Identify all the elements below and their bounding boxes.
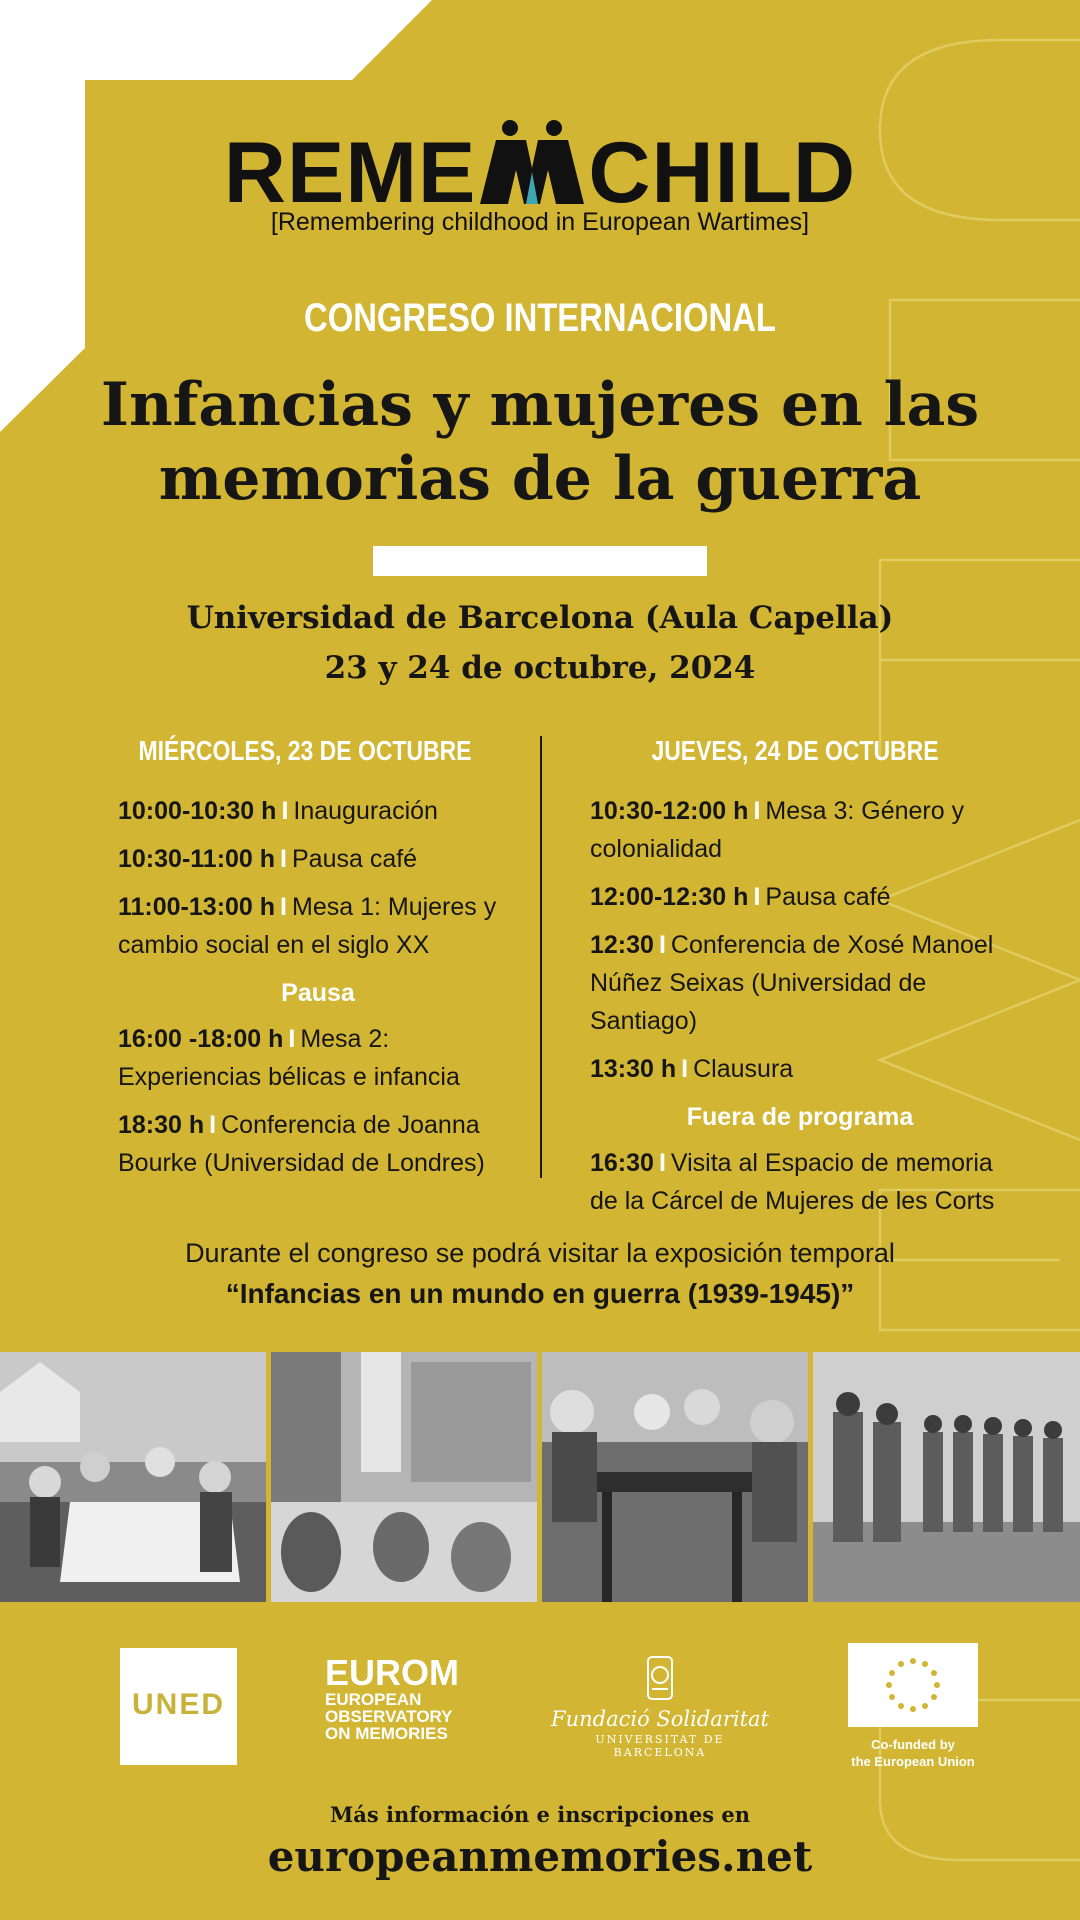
eurom-logo-wordmark: EUROM [325, 1652, 459, 1693]
schedule-desc: Mesa 3: Género y colonialidad [590, 797, 965, 863]
schedule-time: 18:30 h [118, 1111, 205, 1139]
eurom-logo-line3: ON MEMORIES [325, 1724, 448, 1743]
photo-strip [0, 1352, 1080, 1602]
photo-children-at-table [542, 1352, 808, 1602]
title-divider [373, 546, 707, 576]
eu-cofunded-label [830, 1736, 996, 1770]
congress-label: CONGRESO INTERNACIONAL [304, 296, 776, 340]
schedule-time: 10:00-10:30 h [118, 797, 277, 825]
schedule-desc: Mesa 2: Experiencias bélicas e infancia [118, 1025, 460, 1091]
day1-heading: MIÉRCOLES, 23 DE OCTUBRE [138, 735, 472, 766]
event-title [60, 368, 1020, 516]
logo-left-word: REME [223, 125, 477, 221]
schedule-desc: Conferencia de Xosé Manoel Núñez Seixas (Universidad de Santiago) [590, 931, 994, 1035]
schedule-item [590, 926, 1010, 1040]
break-label: Pausa [281, 979, 355, 1007]
eu-cofunded-line2: the European Union [851, 1754, 975, 1769]
photo-children-reading-newspaper [0, 1352, 266, 1602]
exhibition-intro: Durante el congreso se podrá visitar la exposición temporal [185, 1238, 895, 1268]
eurom-logo-line1: EUROPEAN [325, 1690, 422, 1709]
schedule-desc: Clausura [693, 1055, 794, 1083]
fundacio-subtitle: UNIVERSITAT DE BARCELONA [595, 1733, 725, 1759]
schedule-time: 16:30 [590, 1149, 654, 1177]
schedule-separator: I [209, 1111, 217, 1139]
schedule-time: 12:00-12:30 h [590, 883, 749, 911]
schedule-separator: I [280, 845, 287, 873]
schedule-separator: I [753, 797, 761, 825]
schedule-time: 16:00 -18:00 h [118, 1025, 284, 1053]
schedule-item [118, 792, 518, 830]
eurom-logo [325, 1652, 459, 1743]
schedule-separator: I [681, 1055, 689, 1083]
website-link[interactable]: europeanmemories.net [267, 1832, 813, 1881]
schedule-item [118, 888, 518, 964]
eurom-logo-line2: OBSERVATORY [325, 1707, 453, 1726]
event-venue: Universidad de Barcelona (Aula Capella) [186, 600, 894, 636]
off-program-label: Fuera de programa [686, 1103, 914, 1131]
schedule-desc: Visita al Espacio de memoria de la Cárcel de Mujeres de les Corts [590, 1149, 995, 1215]
schedule-time: 12:30 [590, 931, 654, 959]
schedule-time: 13:30 h [590, 1055, 677, 1083]
event-title-line1: Infancias y mujeres en las [100, 370, 980, 440]
fundacio-solidaritat-logo [550, 1655, 770, 1759]
day2-heading: JUEVES, 24 DE OCTUBRE [651, 735, 939, 766]
photo-uniformed-women-parade [813, 1352, 1080, 1602]
day1-schedule [118, 792, 518, 1192]
exhibition-title: “Infancias en un mundo en guerra (1939-1945)” [225, 1278, 855, 1309]
schedule-item [590, 792, 1010, 868]
schedule-desc: Mesa 1: Mujeres y cambio social en el siglo XX [118, 893, 497, 959]
schedule-desc: Pausa café [765, 883, 891, 911]
eurom-logo-subtitle [325, 1691, 459, 1742]
fundacio-name: Fundació Solidaritat [551, 1707, 769, 1731]
schedule-item [590, 1144, 1010, 1220]
schedule-separator: I [281, 797, 289, 825]
fundacio-emblem-icon [640, 1655, 680, 1703]
schedule-item [590, 1050, 1010, 1088]
schedule-time: 10:30-11:00 h [118, 845, 276, 873]
schedule-item [118, 1106, 518, 1182]
logo-right-word: CHILD [588, 125, 857, 221]
schedule-desc: Conferencia de Joanna Bourke (Universidad de Londres) [118, 1111, 485, 1177]
schedule-separator: I [280, 893, 287, 921]
schedule-desc: Pausa café [292, 845, 418, 873]
schedule-item [118, 840, 518, 878]
schedule-item [590, 878, 1010, 916]
schedule-separator: I [753, 883, 761, 911]
children-figures-icon [476, 120, 588, 204]
photo-women-sitting-floor [271, 1352, 537, 1602]
more-info-label: Más información e inscripciones en [330, 1802, 750, 1827]
eu-stars-icon [848, 1643, 978, 1727]
uned-logo-text: UNED [131, 1688, 225, 1721]
eu-cofunded-line1: Co-funded by [871, 1737, 955, 1752]
schedule-column-divider [540, 736, 542, 1178]
schedule-item [118, 1020, 518, 1096]
schedule-separator: I [658, 1149, 666, 1177]
schedule-time: 10:30-12:00 h [590, 797, 749, 825]
schedule-time: 11:00-13:00 h [118, 893, 276, 921]
eu-flag-logo [848, 1643, 978, 1727]
day2-schedule [590, 792, 1010, 1230]
schedule-desc: Inauguración [293, 797, 438, 825]
event-title-line2: memorias de la guerra [158, 444, 922, 514]
event-dates: 23 y 24 de octubre, 2024 [324, 650, 756, 686]
uned-logo [120, 1648, 237, 1765]
logo-tagline: [Remembering childhood in European Wartimes] [270, 208, 810, 236]
schedule-separator: I [288, 1025, 296, 1053]
schedule-separator: I [658, 931, 666, 959]
